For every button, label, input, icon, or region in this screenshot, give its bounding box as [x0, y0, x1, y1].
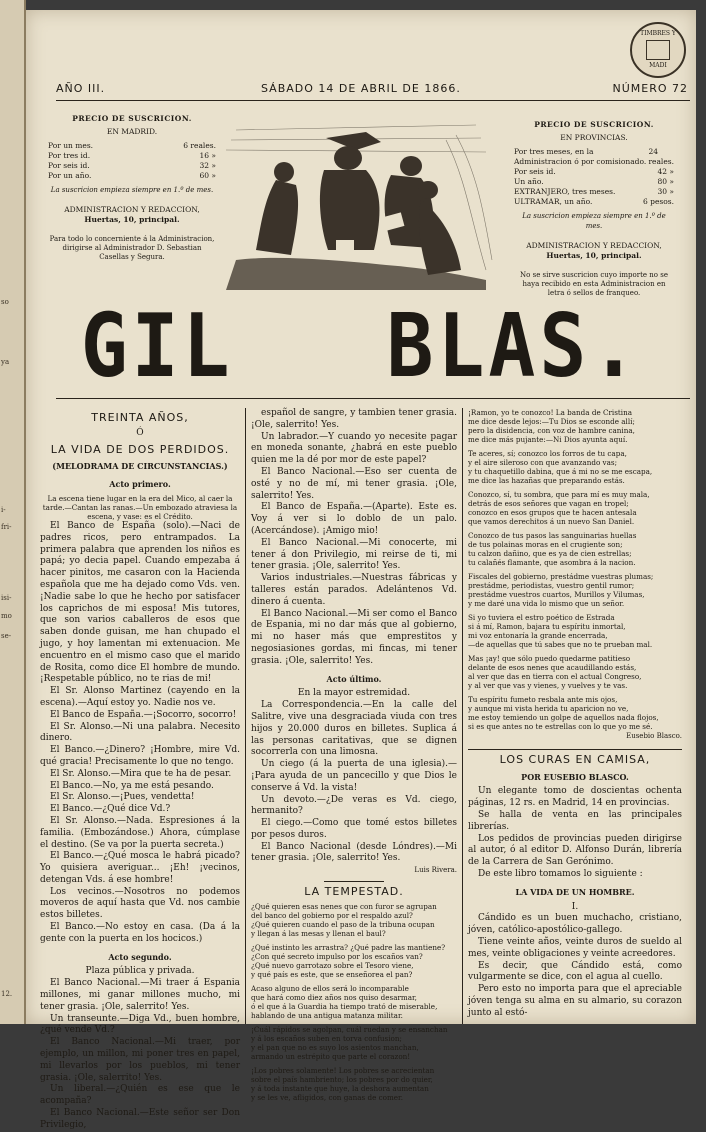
poem-line: y á toda instante que huye, la deshora aumentan: [251, 1083, 429, 1093]
poem-line: Si yo tuviera el estro poético de Estrada: [468, 613, 615, 622]
issue-header: [56, 82, 688, 98]
price-row: Por seis id. 32 »: [48, 161, 216, 170]
paragraph: Un liberal.—¿Quién es ese que le acompaña?: [40, 1084, 240, 1107]
poem-line: Tu espíritu fumeto resbala ante mis ojos,: [468, 695, 618, 704]
paragraph: El Sr. Alonso.—Mira que te ha de pesar.: [50, 768, 232, 779]
paragraph: El Banco Nacional.—Mi conocerte, mi tener á don Privilegio, mi reirse de ti, mi tener grasia. ¡Ole, salerrito! Yes.: [251, 537, 457, 572]
poem-line: ¿Con qué secreto impulso por los escaños van?: [251, 951, 423, 961]
price-row: Un año. 80 »: [514, 177, 674, 186]
poem-line: y el aire sileroso con que avanzando vas;: [468, 458, 618, 467]
paragraph: El Banco Nacional (desde Lóndres).—Mi tener grasia. ¡Ole, salerrito! Yes.: [251, 841, 457, 864]
poem-line: y aunque mi vista herida tu aparicion no ve,: [468, 704, 629, 713]
paragraph: El Sr. Alonso.—Nada. Espresiones á la familia. (Embozándose.) Ahora, cúmplase el destino. (Se va por la puerta secreta.): [40, 815, 240, 850]
poem-line: mi voz entonaría la grande encerrada,: [468, 631, 608, 640]
masthead-title: GIL BLAS.: [80, 296, 642, 398]
poem-line: Acaso alguno de ellos será lo incomparable: [251, 983, 409, 993]
paragraph: Un transeunte.—Diga Vd., buen hombre, ¿qué vende Vd.?: [40, 1013, 240, 1036]
paragraph: El Banco.—¿Qué mosca le habrá picado? Yo quisiera averiguar... ¡Eh! ¡vecinos, detengan Vds. á ese hombre!: [40, 851, 240, 885]
issue-date: SÁBADO 14 DE ABRIL DE 1866.: [261, 82, 461, 95]
price-row: ULTRAMAR, un año. 6 pesos.: [514, 197, 674, 206]
prev-page-fragment: 12.: [1, 990, 13, 998]
article-subtitle: Ó: [136, 427, 144, 438]
crown-seal-icon: [646, 40, 670, 60]
paragraph: El ciego.—Como que tomé estos billetes por pesos duros.: [251, 818, 457, 840]
poem-line: prestádme vuestros cuartos, Murillos y Vilumas,: [468, 590, 645, 599]
administration-note: No se sirve suscricion cuyo importe no se haya recibido en esta Administracion en letra ó sellos de franqueo.: [520, 271, 668, 297]
chapter-number: I.: [571, 901, 579, 912]
paragraph: El Sr. Alonso Martinez (cayendo en la escena).—Aquí estoy yo. Nadie nos ve.: [40, 686, 240, 708]
paragraph: El Banco.—No estoy en casa. (Da á la gente con la puerta en los hocicos.): [40, 922, 240, 944]
stage-direction: En la mayor estremidad.: [297, 688, 411, 699]
address: Huertas, 10, principal.: [546, 251, 642, 260]
poem-line: de tus polainas moras en el crugiente son;: [468, 540, 623, 549]
article-title: LA VIDA DE DOS PERDIDOS.: [50, 442, 230, 456]
poem-line: que hará como diez años nos quiso desarmar,: [251, 992, 417, 1002]
signature: Luis Rivera.: [414, 866, 457, 875]
subscription-box-provinces: [514, 120, 674, 298]
paragraph: español de sangre, y tambien tener grasia. ¡Ole, salerrito! Yes.: [251, 408, 457, 430]
poem-line: ¿Qué quieren cuando el paso de la tribuna ocupan: [251, 919, 435, 929]
paragraph: Un ciego (á la puerta de una iglesia).—¡Para ayuda de un pancecillo y que Dios le conserve á Vd. la vista!: [251, 759, 457, 793]
poem-line: delante de esos nenes que acaudillando estás,: [468, 663, 637, 672]
act-heading: Acto segundo.: [108, 951, 172, 962]
administration: ADMINISTRACION Y REDACCION, Huertas, 10, principal.: [514, 241, 674, 261]
previous-page-edge: [0, 0, 26, 1024]
poem-line: conozco en esos grupos que te hacen antesala: [468, 508, 637, 517]
prev-page-fragment: so: [1, 298, 9, 306]
column-divider: [462, 408, 463, 1024]
prev-page-fragment: i-: [1, 506, 6, 514]
genre-note: (MELODRAMA DE CIRCUNSTANCIAS.): [52, 461, 228, 472]
poem-line: Te aceres, sí; conozco los forros de tu capa,: [468, 449, 627, 458]
paragraph: El Banco Nacional.—Eso ser cuenta de osté y no de mí, mi tener grasia. ¡Ole, salerrito! Yes.: [251, 466, 457, 501]
poem-line: tu calañés flamante, que asombra á la nacion.: [468, 558, 636, 567]
paragraph: Cándido es un buen muchacho, cristiano, jóven, católico-apostólico-gallego.: [468, 913, 682, 936]
poem-line: ¡Los pobres solamente! Los pobres se acrecientan: [251, 1065, 435, 1075]
signature: Eusebio Blasco.: [626, 732, 682, 740]
poem-line: ¿Qué quieren esas nenes que con furor se agrupan: [251, 901, 437, 911]
column-divider: [245, 408, 246, 1024]
paragraph: El Banco Nacional.—Este señor ser Don Privilegio,: [40, 1108, 240, 1130]
poem-line: ¡Cuál rápidos se agolpan, cuál ruedan y se ensanchan: [251, 1024, 448, 1034]
price-row: Por tres meses, en la Administracion ó por comisionado. 24 reales.: [514, 147, 675, 166]
paragraph: Un labrador.—Y cuando yo necesite pagar en moneda sonante, ¿habrá en este pueblo quien me la dé por mor de este papel?: [251, 431, 457, 466]
paragraph: Los vecinos.—Nosotros no podemos moveros de aquí hasta que Vd. nos cambie estos billetes.: [40, 886, 240, 921]
article-title: LOS CURAS EN CAMISA,: [499, 752, 651, 766]
chapter-title: LA VIDA DE UN HOMBRE.: [515, 886, 635, 897]
price-row: Por un año. 60 »: [48, 171, 216, 180]
paragraph: El Sr. Alonso.—Ni una palabra. Necesito dinero.: [40, 721, 240, 744]
poem-line: ¿Qué nuevo garrotazo sobre el Tesoro viene,: [251, 960, 414, 970]
article-author: POR EUSEBIO BLASCO.: [521, 771, 629, 782]
poem-line: y tu chaquetillo dabina, que á mi no se me escapa,: [468, 467, 653, 476]
poem-line: Mas ¡ay! que sólo puedo quedarme patitieso: [468, 654, 631, 663]
stage-direction: Plaza pública y privada.: [85, 966, 195, 977]
column-1: [40, 408, 240, 1130]
paragraph: La Correspondencia.—En la calle del Salitre, vive una desgraciada viuda con tres hijos y 20.000 duros en billetes. Suplica á las personas caritativas, que se dignen socorrerla con una limosna.: [251, 700, 457, 758]
paragraph: De este libro tomamos lo siguiente :: [478, 868, 643, 879]
poem-line: hablando de una antigua matanza militar.: [251, 1010, 403, 1020]
poem-line: tu calzon dañino, que es ya de cien estrellas;: [468, 549, 632, 558]
poem-line: pero la disidencia, con voz de hambre canina,: [468, 426, 635, 435]
poem-line: y el pan que no es suyo los asientos manchan,: [251, 1042, 419, 1052]
prev-page-fragment: fri-: [1, 523, 12, 531]
prev-page-fragment: se-: [1, 632, 12, 640]
poem-line: Conozco, sí, tu sombra, que para mí es muy mala,: [468, 490, 650, 499]
issue-year: AÑO III.: [56, 82, 106, 95]
masthead-rule: [56, 398, 690, 399]
poem-line: y qué país es este, que se enseñorea el pan?: [251, 969, 413, 979]
newspaper-page: [26, 10, 696, 1130]
header-rule: [56, 100, 690, 101]
administration-note: Para todo lo concerniente á la Administracion, dirigirse al Administrador D. Sebastian Casellas y Segura.: [49, 235, 215, 261]
column-3: [468, 408, 682, 1024]
poem-line: me estoy temiendo un golpe de aquellos nada flojos,: [468, 713, 659, 722]
price-row: Por un mes. 6 reales.: [48, 141, 216, 150]
poem-line: me dice desde lejos:—Tu Dios se esconde allí;: [468, 417, 635, 426]
stage-direction: La escena tiene lugar en la era del Mico, al caer la tarde.—Cantan las ranas.—Un embozado atraviesa la escena, y vase: es el Crédito.: [42, 493, 238, 521]
poem: [251, 902, 457, 1102]
poem-line: y se les ve, afligidos, con ganas de comer.: [251, 1092, 403, 1102]
poem-line: armando un estrépito que parte el corazon!: [251, 1051, 411, 1061]
subscription-title: PRECIO DE SUSCRICION.: [72, 114, 192, 123]
poem-line: Conozco de tus pasos las sanguinarias huellas: [468, 531, 637, 540]
subscription-region: EN PROVINCIAS.: [560, 133, 628, 142]
poem-title: LA TEMPESTAD.: [304, 885, 404, 899]
poem-line: —de aquellas que tú sabes que no te prueban mal.: [468, 640, 653, 649]
poem-line: ó el que á la Guardia ha tiempo trató de miserable,: [251, 1001, 438, 1011]
paragraph: Un elegante tomo de doscientas ochenta páginas, 12 rs. en Madrid, 14 en provincias.: [468, 786, 682, 809]
paragraph: Tiene veinte años, veinte duros de sueldo al mes, veinte obligaciones y veinte acreedores.: [468, 936, 682, 959]
poem-line: me dice las hazañas que preparando estás.: [468, 476, 625, 485]
paragraph: Se halla de venta en las principales librerías.: [468, 809, 682, 832]
article-title: TREINTA AÑOS,: [91, 411, 189, 424]
subscription-note: La suscricion empieza siempre en 1.º de mes.: [522, 212, 666, 230]
paragraph: El Banco.—No, ya me está pesando.: [50, 780, 214, 791]
administration: ADMINISTRACION Y REDACCION, Huertas, 10, principal.: [48, 205, 216, 225]
section-divider: [324, 881, 384, 882]
poem-line: si es que antes no te estrellas con lo que yo me sé.: [468, 722, 653, 731]
price-row: Por seis id. 42 »: [514, 167, 674, 176]
act-heading: Acto primero.: [109, 479, 171, 490]
poem-line: me dice más pujante:—Ni Dios ayunta aquí.: [468, 435, 628, 444]
paragraph: El Banco.—¿Dinero? ¡Hombre, mire Vd. qué gracia! Precisamente lo que no tengo.: [40, 745, 240, 767]
price-row: EXTRANJERO, tres meses. 30 »: [514, 187, 674, 196]
poem-line: y llegan á las mesas y llenan el baul?: [251, 928, 386, 938]
poem-line: sobre el país hambriento; los pobres por do quier,: [251, 1074, 433, 1084]
paragraph: El Banco de España (solo).—Naci de padres ricos, pero entrampados. La primera palabra que aprenden los niños es papá; yo decia papel. Cuando empezaba á hacer pinitos, me casaron con la Hacienda española que me ha dejado como Vds. ven. ¡Nadie sabe lo que he hecho por satisfacer los caprichos de mi esposa! Mis tutores, que son varios caballeros de esos que saben donde guisan, me han chupado el jugo, y hoy lamentan mi extenuacion. Me encuentro en el mismo caso que el marido de Rosita, como dice El hombre de mundo. ¡Respetable público, no te rias de mi!: [40, 520, 240, 685]
poem-line: del banco del gobierno por el respaldo azul?: [251, 910, 413, 920]
price-row: Por tres id. 16 »: [48, 151, 216, 160]
poem-line: y al ver que vas y vienes, y vuelves y te vas.: [468, 681, 628, 690]
poem-line: prestádme, periodistas, vuestro gentil rumor;: [468, 581, 635, 590]
address: Huertas, 10, principal.: [84, 215, 180, 224]
subscription-box-madrid: [48, 114, 216, 262]
subscription-title: PRECIO DE SUSCRICION.: [534, 120, 654, 129]
issue-number: NÚMERO 72: [612, 82, 688, 95]
paragraph: Varios industriales.—Nuestras fábricas y talleres están parados. Adelántenos Vd. dinero á cuenta.: [251, 573, 457, 607]
prev-page-fragment: isi-: [1, 594, 12, 602]
act-heading: Acto último.: [326, 673, 382, 684]
paragraph: Un devoto.—¿De veras es Vd. ciego, hermanito?: [251, 794, 457, 817]
poem-line: Fiscales del gobierno, prestádme vuestras plumas;: [468, 572, 654, 581]
front-page-illustration: [216, 120, 494, 295]
paragraph: El Banco de España.—¡Socorro, socorro!: [50, 709, 237, 720]
paragraph: El Banco Nacional.—Mi traer, por ejemplo, un millon, mi poner tres en papel, mi llevarlos por los pueblos, mi tener grasia. ¡Ole, salerrito! Yes.: [40, 1037, 240, 1083]
stamp-top-text: TIMBRES Y: [640, 30, 676, 37]
library-stamp: [630, 22, 686, 78]
paragraph: El Banco de España.—(Aparte). Este es. Voy á ver si lo doblo de un palo. (Acercándose). ¡Amigo mio!: [251, 502, 457, 536]
poem-line: ¿Qué instinto les arrastra? ¿Qué padre las mantiene?: [251, 942, 446, 952]
poem-line: al ver que das en tierra con el actual Congreso,: [468, 672, 642, 681]
poem-line: si á mí, Ramon, bajara tu espíritu inmortal,: [468, 622, 626, 631]
paragraph: Los pedidos de provincias pueden dirigirse al autor, ó al editor D. Alfonso Durán, librería de la Carrera de San Gerónimo.: [468, 833, 682, 868]
paragraph: El Sr. Alonso.—¡Pues, vendetta!: [50, 792, 195, 803]
poem-line: que vamos derechitos á un nuevo San Daniel.: [468, 517, 635, 526]
stamp-bottom-text: MADI: [649, 62, 667, 69]
section-rule: [468, 749, 682, 750]
paragraph: Es decir, que Cándido está, como vulgarmente se dice, con el agua al cuello.: [468, 960, 682, 983]
paragraph: Pero esto no importa para que el apreciable jóven tenga su alma en su almario, su corazon junto al estó-: [468, 984, 682, 1018]
paragraph: El Banco Nacional.—Mi traer á Espania millones, mi ganar millones mucho, mi tener grasia. ¡Ole, salerrito! Yes.: [40, 978, 240, 1012]
subscription-region: EN MADRID.: [106, 127, 158, 136]
subscription-note: La suscricion empieza siempre en 1.º de mes.: [50, 186, 214, 194]
poem-line: y me daré una vida lo mismo que un señor.: [468, 599, 625, 608]
paragraph: El Banco.—¿Qué dice Vd.?: [50, 804, 171, 815]
prev-page-fragment: ya: [1, 358, 10, 366]
poem: [468, 408, 682, 731]
poem-line: y á los escaños suben en torva confusion;: [251, 1033, 402, 1043]
column-2: [251, 408, 457, 1102]
paragraph: El Banco Nacional.—Mi ser como el Banco de Espania, mi no dar más que al gobierno, mi no haser más que emprestitos y negosiasiones gordas, mi fincas, mi tener grasia. ¡Ole, salerrito! Yes.: [251, 608, 457, 666]
prev-page-fragment: mo: [1, 612, 12, 620]
poem-line: ¡Ramon, yo te conozco! La banda de Cristina: [468, 408, 633, 417]
poem-line: detrás de esos señores que vagan en tropel;: [468, 499, 629, 508]
